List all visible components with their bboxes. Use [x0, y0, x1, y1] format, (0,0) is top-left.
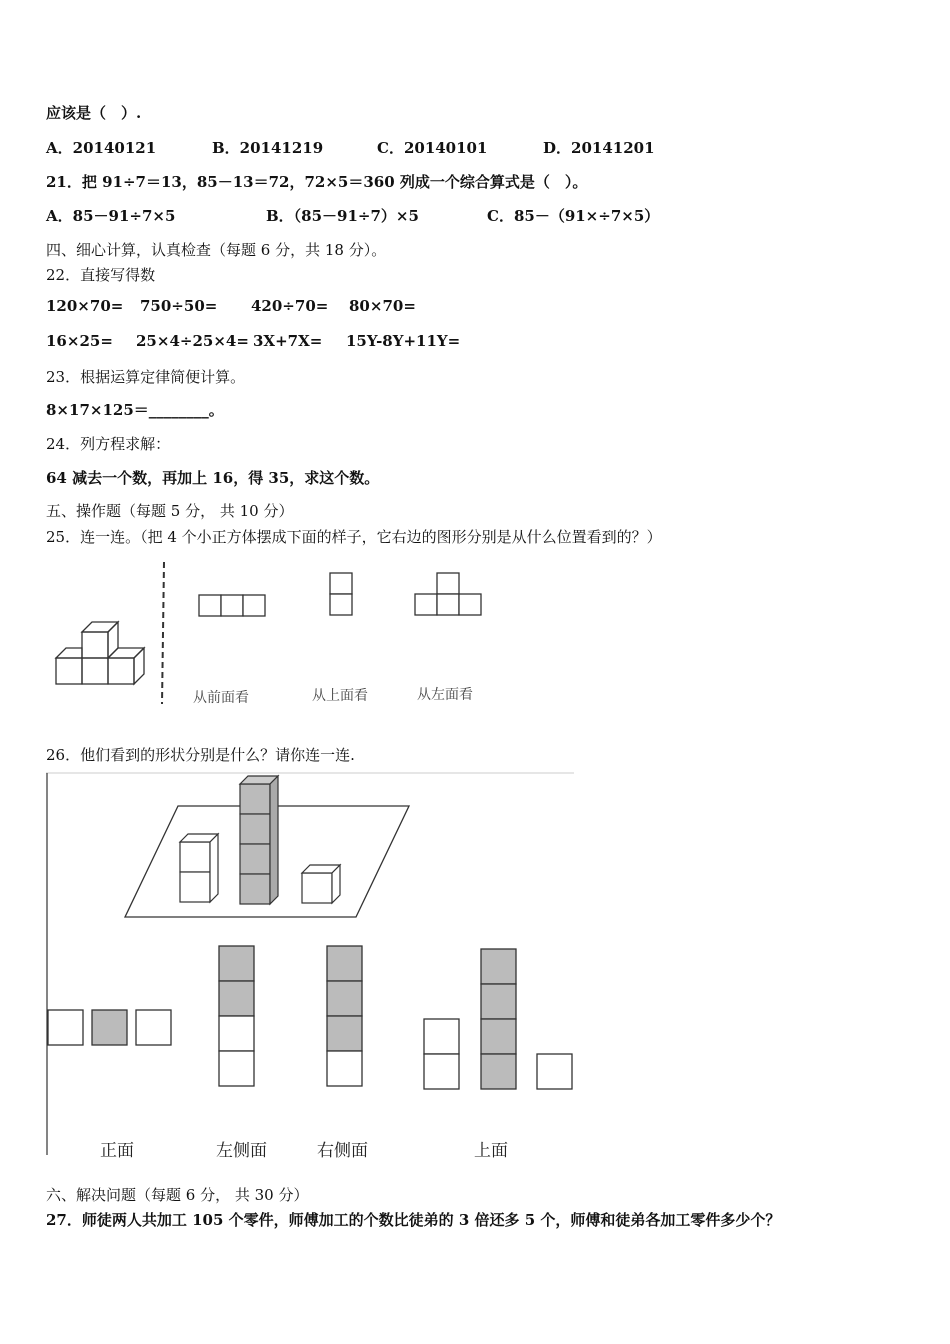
section-4-title: 四、细心计算，认真检查（每题 6 分，共 18 分）。: [46, 241, 387, 259]
q22-item: 80×70=: [349, 297, 416, 315]
q26-figure: [46, 772, 576, 1157]
cube-stack-drawing: [56, 622, 144, 684]
q25-caption-front: 从前面看: [193, 690, 249, 706]
two-cube-stack: [180, 834, 218, 902]
view-option-2: [219, 946, 254, 1086]
q26-caption-right-side: 右侧面: [317, 1141, 368, 1161]
view-option-1: [48, 1010, 171, 1045]
section-6-title: 六、解决问题（每题 6 分， 共 30 分）: [46, 1186, 309, 1204]
q20-option-a: A．20140121: [46, 139, 157, 157]
q22-item: 420÷70=: [251, 297, 329, 315]
q26-caption-top: 上面: [474, 1141, 508, 1161]
q21-text: 21．把 91÷7＝13，85－13＝72，72×5＝360 列成一个综合算式是（ ）。: [46, 173, 588, 191]
q24-text: 64 减去一个数，再加上 16，得 35，求这个数。: [46, 469, 380, 487]
q26-caption-left-side: 左侧面: [216, 1141, 267, 1161]
q26-text: 26．他们看到的形状分别是什么？请你连一连.: [46, 746, 355, 764]
four-cube-stack: [240, 776, 278, 904]
q26-caption-front: 正面: [100, 1141, 134, 1161]
top-view-shape: [330, 573, 352, 615]
q20-option-b: B．20141219: [212, 139, 324, 157]
q27-text: 27．师徒两人共加工 105 个零件，师傅加工的个数比徒弟的 3 倍还多 5 个，师傅和徒弟各加工零件多少个？: [46, 1211, 781, 1229]
q23-title: 23．根据运算定律简便计算。: [46, 368, 246, 386]
q22-title: 22．直接写得数: [46, 266, 156, 284]
q22-item: 25×4÷25×4=: [136, 332, 249, 350]
q22-item: 15Y-8Y+11Y=: [346, 332, 461, 350]
q21-option-b: B．（85－91÷7）×5: [266, 207, 419, 225]
section-5-title: 五、操作题（每题 5 分， 共 10 分）: [46, 502, 294, 520]
q21-option-c: C．85－（91×÷7×5）: [487, 207, 660, 225]
q20-option-c: C．20140101: [377, 139, 488, 157]
q21-option-a: A．85－91÷7×5: [46, 207, 176, 225]
q25-caption-left: 从左面看: [417, 687, 473, 703]
q25-caption-top: 从上面看: [312, 688, 368, 704]
view-option-3: [327, 946, 362, 1086]
q20-tail: 应该是（ ）.: [46, 104, 142, 122]
front-view-shape: [199, 595, 265, 616]
q23-expression: 8×17×125＝________。: [46, 401, 224, 419]
q22-item: 120×70=: [46, 297, 124, 315]
q20-option-d: D．20141201: [543, 139, 655, 157]
single-cube: [302, 865, 340, 903]
q22-item: 16×25=: [46, 332, 113, 350]
q24-title: 24．列方程求解：: [46, 435, 171, 453]
q25-text: 25．连一连。（把 4 个小正方体摆成下面的样子，它右边的图形分别是从什么位置看到的？）: [46, 528, 662, 546]
q22-item: 750÷50=: [140, 297, 218, 315]
view-option-4: [424, 949, 572, 1089]
q22-item: 3X+7X=: [253, 332, 323, 350]
left-view-shape: [415, 573, 481, 615]
divider-dashed-line: [162, 562, 164, 704]
